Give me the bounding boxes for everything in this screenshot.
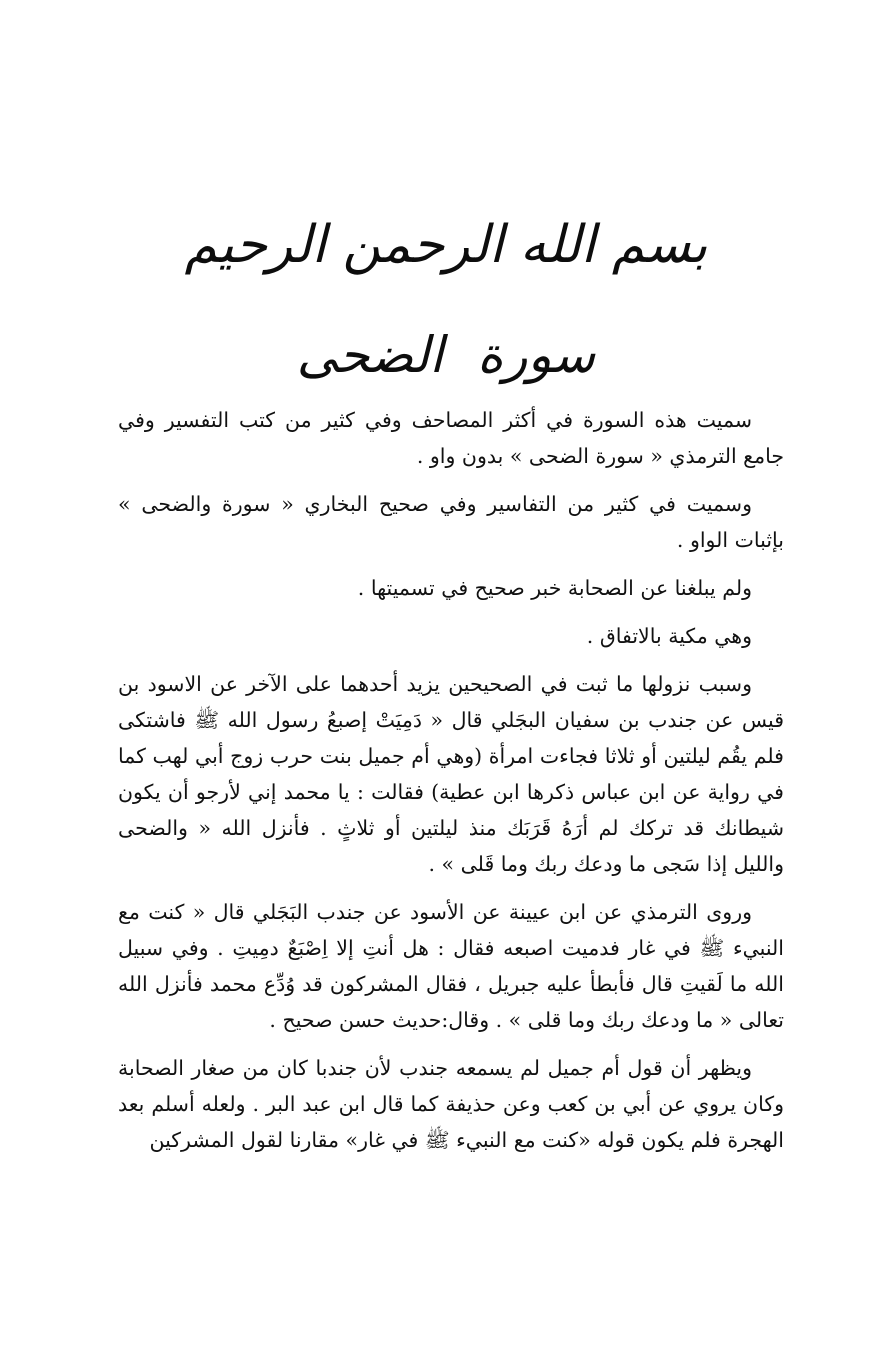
paragraph-naming-mushaf: سميت هذه السورة في أكثر المصاحف وفي كثير من كتب التفسير وفي جامع الترمذي « سورة الضحى » بدون واو . [118, 408, 784, 468]
page-body-text [118, 402, 784, 1170]
sura-title: سورة الضحى [296, 326, 596, 384]
paragraph-makki: وهي مكية بالاتفاق . [586, 624, 752, 648]
basmala-heading: بسم الله الرحمن الرحيم [184, 215, 708, 275]
paragraph-jundab-note: ويظهر أن قول أم جميل لم يسمعه جندب لأن جندبا كان من صغار الصحابة وكان يروي عن أبي بن كعب وعن حذيفة كما قال ابن عبد البر . ولعله أسلم بعد الهجرة فلم يكون قوله «كنت مع النبيء ﷺ في غار» مقارنا لقول المشركين [118, 1056, 784, 1152]
paragraph-revelation-cause: وسبب نزولها ما ثبت في الصحيحين يزيد أحدهما على الآخر عن الاسود بن قيس عن جندب بن سفيان البجَلي قال « دَمِيَتْ إصبعُ رسول الله ﷺ فاشتكى فلم يقُم ليلتين أو ثلاثا فجاءت امرأة (وهي أم جميل بنت حرب زوج أبي لهب كما في رواية عن ابن عباس ذكرها ابن عطية) فقالت : يا محمد إني لأرجو أن يكون شيطانك قد تركك لم أرَهُ قَرَبَك منذ ليلتين أو ثلاثٍ . فأنزل الله « والضحى والليل إذا سَجى ما ودعك ربك وما قَلى » . [118, 672, 784, 876]
paragraph-no-sahaba-report: ولم يبلغنا عن الصحابة خبر صحيح في تسميتها . [357, 576, 752, 600]
paragraph-naming-tafsir: وسميت في كثير من التفاسير وفي صحيح البخاري « سورة والضحى » بإثبات الواو . [118, 492, 784, 552]
paragraph-tirmidhi-narration: وروى الترمذي عن ابن عيينة عن الأسود عن جندب البَجَلي قال « كنت مع النبيء ﷺ في غار فدميت اصبعه فقال : هل أنتِ إلا اِصْبَعٌ دمِيتِ . وفي سبيل الله ما لَقيتِ قال فأبطأ عليه جبريل ، فقال المشركون قد وُدِّع محمد فأنزل الله تعالى « ما ودعك ربك وما قلى » . وقال:حديث حسن صحيح . [118, 900, 784, 1032]
